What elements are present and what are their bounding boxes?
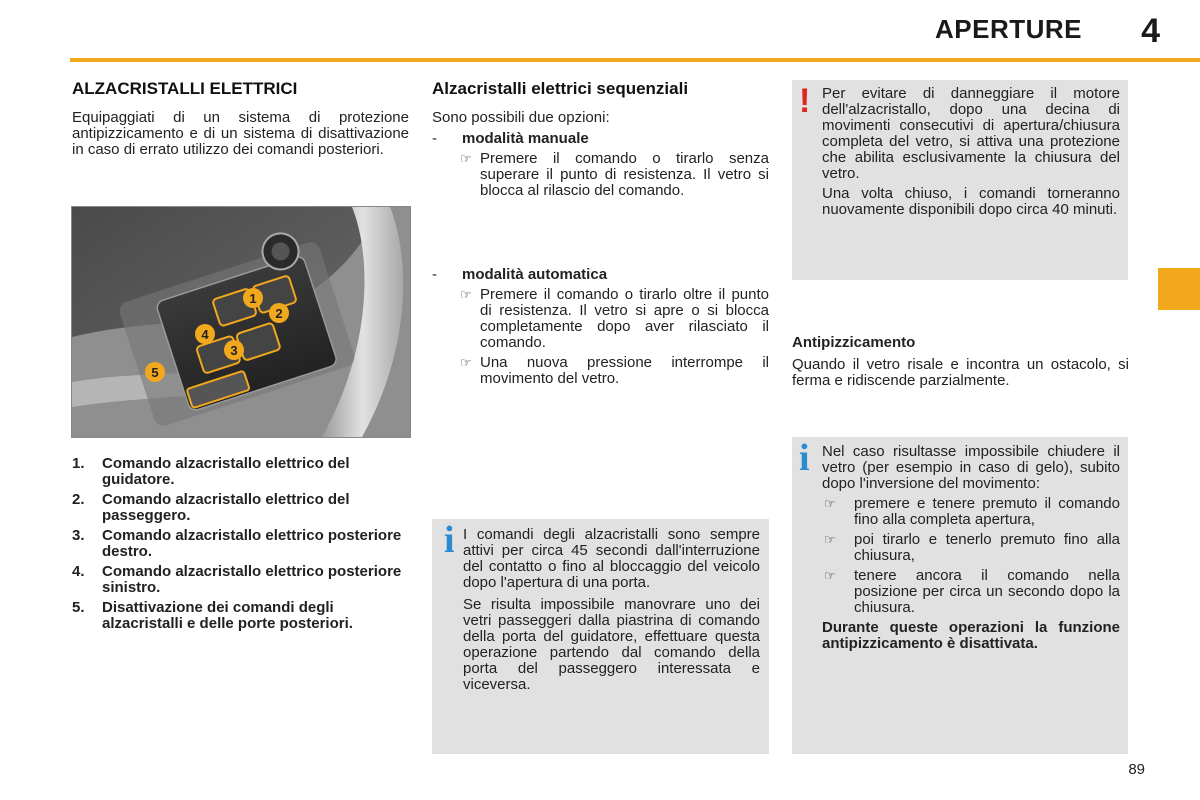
legend-item xyxy=(72,600,402,632)
auto-mode-block xyxy=(432,267,769,387)
dash-marker: - xyxy=(432,266,437,283)
info-paragraph: Se risulta impossibile manovrare uno dei vetri passeggeri dalla piastrina di comando della porta del guidatore, effettuare questa operazione partendo dal comando della porta del passeggero interessata e viceversa. xyxy=(463,596,760,693)
figure-label-4: 4 xyxy=(201,327,209,342)
options-intro: Sono possibili due opzioni: xyxy=(432,109,610,126)
legend-item xyxy=(72,564,402,596)
manual-bullet-text: Premere il comando o tirarlo senza superare il punto di resistenza. Il vetro si blocca al rilascio del comando. xyxy=(480,150,769,199)
legend-item xyxy=(72,528,402,560)
info-intro: Nel caso risultasse impossibile chiudere il vetro (per esempio in caso di gelo), subito dopo l'inversione del movimento: xyxy=(822,443,1120,492)
antipinch-section xyxy=(792,335,1129,389)
info-bullet-text: premere e tenere premuto il comando fino alla completa apertura, xyxy=(854,495,1120,528)
pointing-hand-icon: ☞ xyxy=(460,287,472,302)
page-number: 89 xyxy=(1128,761,1145,778)
antipinch-text: Quando il vetro risale e incontra un ostacolo, si ferma e ridiscende parzialmente. xyxy=(792,356,1129,389)
info-icon: i xyxy=(444,519,455,561)
section-title-sequenziali: Alzacristalli elettrici sequenziali xyxy=(432,79,689,98)
legend-number: 3. xyxy=(72,527,85,544)
section-title-alzacristalli: ALZACRISTALLI ELETTRICI xyxy=(72,79,298,98)
legend-number: 4. xyxy=(72,563,85,580)
legend-number: 2. xyxy=(72,491,85,508)
info-icon: i xyxy=(799,437,810,479)
manual-mode-block xyxy=(432,131,769,199)
warning-paragraph: Per evitare di danneggiare il motore dell'alzacristallo, dopo una decina di movimenti consecutivi di apertura/chiusura completa del vetro, si attiva una protezione che abilita esclusivamente la chiusura del vetro. xyxy=(822,85,1120,182)
legend-text: Comando alzacristallo elettrico posteriore destro. xyxy=(102,527,402,560)
auto-bullet xyxy=(432,287,769,351)
chapter-side-tab xyxy=(1158,268,1200,310)
header-rule xyxy=(70,58,1200,62)
pointing-hand-icon: ☞ xyxy=(460,355,472,370)
figure-label-3: 3 xyxy=(230,343,238,358)
pointing-hand-icon: ☞ xyxy=(460,151,472,166)
mode-manual-heading xyxy=(432,131,769,147)
warning-paragraph: Una volta chiuso, i comandi torneranno nuovamente disponibili dopo circa 40 minuti. xyxy=(822,185,1120,218)
legend-number: 5. xyxy=(72,599,85,616)
info-closing: Durante queste operazioni la funzione antipizzicamento è disattivata. xyxy=(822,619,1120,652)
antipinch-title: Antipizzicamento xyxy=(792,334,916,351)
info-bullet xyxy=(822,532,1120,564)
mode-auto-label: modalità automatica xyxy=(462,266,608,283)
auto-bullet xyxy=(432,355,769,387)
pointing-hand-icon: ☞ xyxy=(824,532,836,547)
mode-auto-heading xyxy=(432,267,769,283)
legend-text: Comando alzacristallo elettrico del guidatore. xyxy=(102,455,350,488)
chapter-title: APERTURE xyxy=(934,14,1082,44)
figure-label-5: 5 xyxy=(151,365,159,380)
legend-item xyxy=(72,492,402,524)
info-box-commands xyxy=(432,519,769,754)
legend-item xyxy=(72,456,402,488)
info-bullet xyxy=(822,568,1120,616)
legend-number: 1. xyxy=(72,455,85,472)
pointing-hand-icon: ☞ xyxy=(824,568,836,583)
figure-label-2: 2 xyxy=(275,306,283,321)
manual-bullet xyxy=(432,151,769,199)
mode-manual-label: modalità manuale xyxy=(462,130,589,147)
figure-label-1: 1 xyxy=(249,291,257,306)
info-box-body xyxy=(463,527,760,693)
pointing-hand-icon: ☞ xyxy=(824,496,836,511)
window-switch-panel-photo xyxy=(71,206,411,438)
warning-box-body xyxy=(822,86,1120,218)
info-box-body xyxy=(822,444,1120,652)
dash-marker: - xyxy=(432,130,437,147)
auto-bullet-text: Una nuova pressione interrompe il movimento del vetro. xyxy=(480,354,769,387)
window-switch-panel-illustration xyxy=(72,207,410,437)
info-paragraph: I comandi degli alzacristalli sono sempre attivi per circa 45 secondi dall'interruzione del contatto o fino al bloccaggio del veicolo dopo l'apertura di una porta. xyxy=(463,526,760,591)
chapter-number: 4 xyxy=(1141,12,1160,50)
legend-text: Disattivazione dei comandi degli alzacristalli e delle porte posteriori. xyxy=(102,599,353,632)
info-bullet-text: tenere ancora il comando nella posizione per circa un secondo dopo la chiusura. xyxy=(854,567,1120,616)
info-bullet-text: poi tirarlo e tenerlo premuto fino alla chiusura, xyxy=(854,531,1120,564)
warning-box xyxy=(792,80,1128,280)
legend-text: Comando alzacristallo elettrico posteriore sinistro. xyxy=(102,563,402,596)
legend-text: Comando alzacristallo elettrico del passeggero. xyxy=(102,491,350,524)
intro-paragraph: Equipaggiati di un sistema di protezione antipizzicamento e di un sistema di disattivazione in caso di errato utilizzo dei comandi posteriori. xyxy=(72,109,409,158)
figure-legend xyxy=(72,456,402,636)
info-box-antipinch xyxy=(792,437,1128,754)
auto-bullet-text: Premere il comando o tirarlo oltre il punto di resistenza. Il vetro si apre o si blocca completamente dopo aver rilasciato il comando. xyxy=(480,286,769,351)
info-bullet xyxy=(822,496,1120,528)
warning-icon: ! xyxy=(799,82,811,120)
